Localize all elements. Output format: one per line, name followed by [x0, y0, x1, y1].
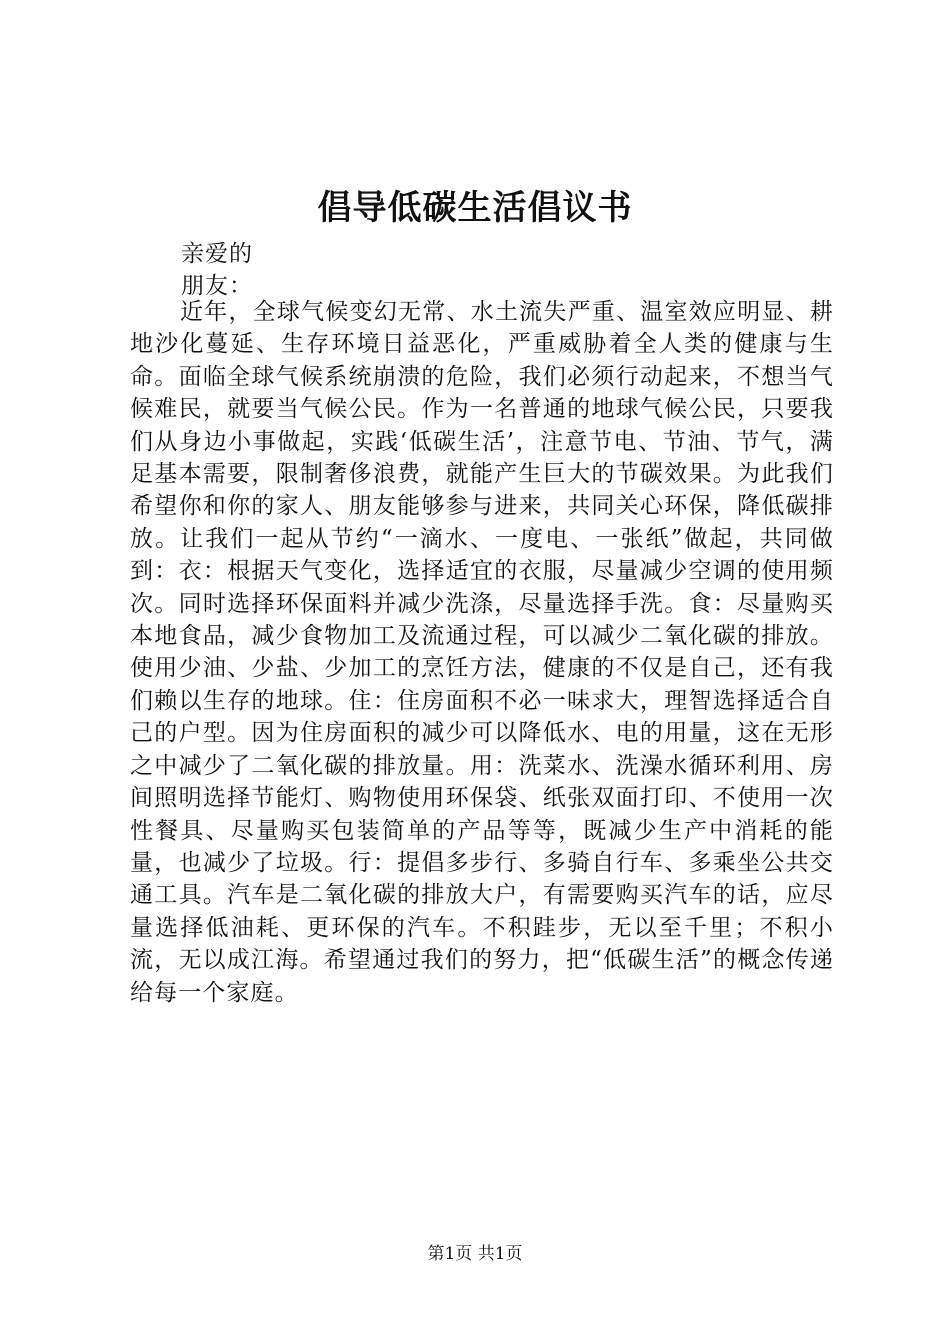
- greeting-line-2: 朋友：: [181, 273, 253, 299]
- page-number-footer: 第1页 共1页: [427, 1244, 523, 1264]
- body-paragraph: 近年，全球气候变幻无常、水土流失严重、温室效应明显、耕地沙化蔓延、生存环境日益恶化，严重威胁着全人类的健康与生命。面临全球气候系统崩溃的危险，我们必须行动起来，不想当气候难民，就要当气候公民。作为一名普通的地球气候公民，只要我们从身边小事做起，实践‘低碳生活’，注意节电、节油、节气，满足基本需要，限制奢侈浪费，就能产生巨大的节碳效果。为此我们希望你和你的家人、朋友能够参与进来，共同关心环保，降低碳排放。让我们一起从节约“一滴水、一度电、一张纸”做起，共同做到：衣：根据天气变化，选择适宜的衣服，尽量减少空调的使用频次。同时选择环保面料并减少洗涤，尽量选择手洗。食：尽量购买本地食品，减少食物加工及流通过程，可以减少二氧化碳的排放。使用少油、少盐、少加工的烹饪方法，健康的不仅是自己，还有我们赖以生存的地球。住：住房面积不必一味求大，理智选择适合自己的户型。因为住房面积的减少可以降低水、电的用量，这在无形之中减少了二氧化碳的排放量。用：洗菜水、洗澡水循环利用、房间照明选择节能灯、购物使用环保袋、纸张双面打印、不使用一次性餐具、尽量购买包装简单的产品等等，既减少生产中消耗的能量，也减少了垃圾。行：提倡多步行、多骑自行车、多乘坐公共交通工具。汽车是二氧化碳的排放大户，有需要购买汽车的话，应尽量选择低油耗、更环保的汽车。不积跬步，无以至千里；不积小流，无以成江海。希望通过我们的努力，把“低碳生活”的概念传递给每一个家庭。: [130, 299, 834, 1006]
- document-title: 倡导低碳生活倡议书: [317, 188, 633, 228]
- greeting-line-1: 亲爱的: [181, 241, 253, 267]
